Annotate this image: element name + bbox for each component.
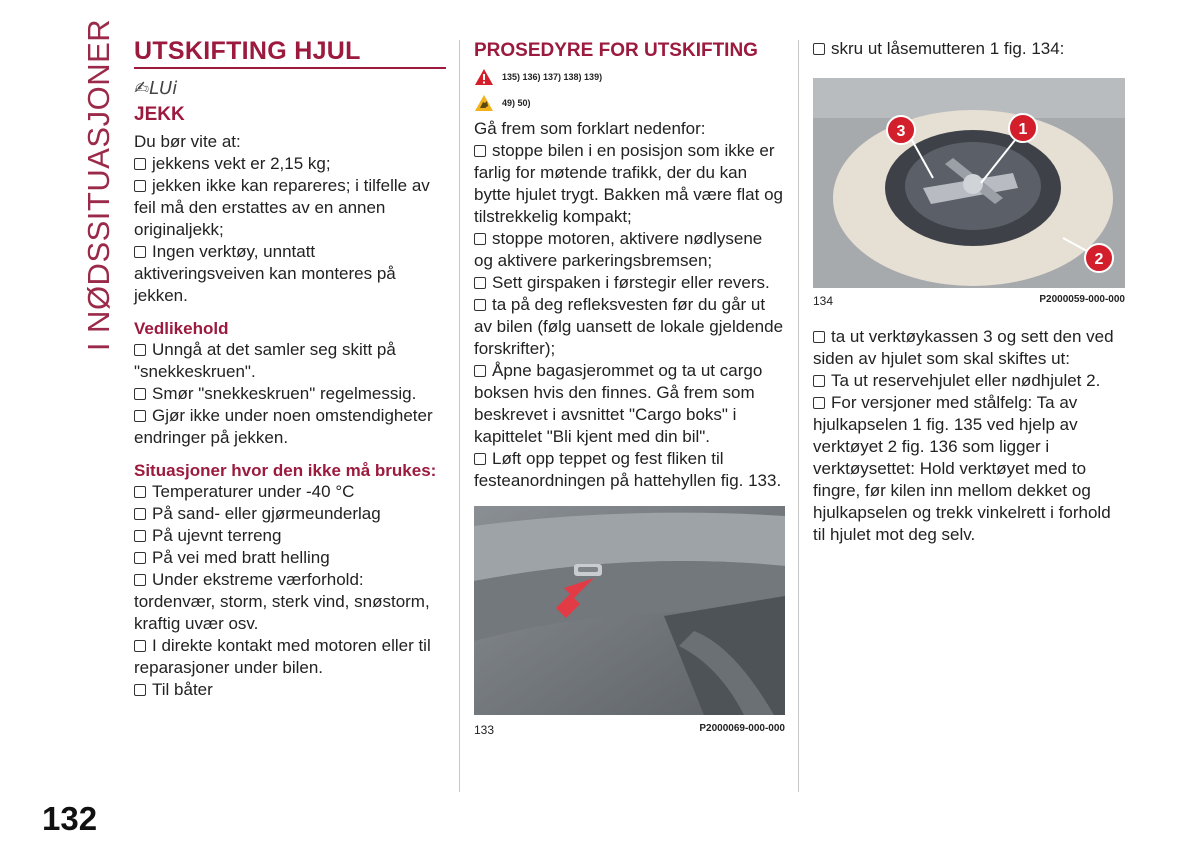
list-item: På sand- eller gjørmeunderlag — [134, 503, 446, 525]
list-item: På ujevnt terreng — [134, 525, 446, 547]
warning-refs-row — [474, 68, 785, 86]
list-item: På vei med bratt helling — [134, 547, 446, 569]
checkbox-bullet-icon — [474, 365, 486, 377]
page-title: UTSKIFTING HJUL — [134, 37, 361, 65]
list-item: Smør "snekkeskruen" regelmessig. — [134, 383, 446, 405]
title-rule — [134, 67, 446, 69]
list-item: Ingen verktøy, unntatt aktiveringsveiven kan monteres på jekken. — [134, 242, 396, 305]
checkbox-bullet-icon — [474, 453, 486, 465]
maintenance-heading: Vedlikehold — [134, 319, 229, 338]
checkbox-bullet-icon — [134, 640, 146, 652]
list-item: Unngå at det samler seg skitt på "snekkeskruen". — [134, 340, 396, 381]
checkbox-bullet-icon — [813, 331, 825, 343]
column-3 — [813, 38, 1125, 546]
figure-number: 133 — [474, 723, 495, 737]
checkbox-bullet-icon — [134, 158, 146, 170]
list-item: jekkens vekt er 2,15 kg; — [134, 153, 446, 175]
checkbox-bullet-icon — [474, 277, 486, 289]
checkbox-bullet-icon — [134, 574, 146, 586]
checkbox-bullet-icon — [134, 246, 146, 258]
checkbox-bullet-icon — [134, 530, 146, 542]
procedure-heading: PROSEDYRE FOR UTSKIFTING — [474, 40, 758, 61]
column-divider — [798, 40, 799, 792]
note-refs: 49) 50) — [502, 98, 531, 108]
caution-hand-icon — [474, 94, 494, 112]
checkbox-bullet-icon — [134, 180, 146, 192]
list-item: Løft opp teppet og fest fliken til festeanordningen på hattehyllen fig. 133. — [474, 449, 782, 490]
figure-133-caption — [474, 723, 785, 737]
checkbox-bullet-icon — [134, 684, 146, 696]
figure-number: 134 — [813, 294, 834, 308]
pointing-hand-icon: ✍LUi — [134, 77, 178, 99]
list-item: ta på deg refleksvesten før du går ut av bilen (følg uansett de lokale gjeldende forskrifter); — [474, 295, 784, 358]
list-item: Åpne bagasjerommet og ta ut cargo boksen hvis den finnes. Gå frem som beskrevet i avsnittet "Cargo boks" i kapittelet "Bli kjent med din bil". — [474, 361, 763, 446]
callout-label: 1 — [1018, 121, 1028, 138]
warning-refs: 135) 136) 137) 138) 139) — [502, 72, 603, 82]
list-item: Sett girspaken i førstegir eller revers. — [474, 272, 785, 294]
note-refs-row — [474, 94, 785, 112]
callout-label: 2 — [1094, 251, 1104, 268]
checkbox-bullet-icon — [474, 145, 486, 157]
jekk-heading: JEKK — [134, 104, 185, 125]
list-item: stoppe motoren, aktivere nødlysene og aktivere parkeringsbremsen; — [474, 229, 763, 270]
checkbox-bullet-icon — [134, 508, 146, 520]
checkbox-bullet-icon — [474, 299, 486, 311]
checkbox-bullet-icon — [813, 43, 825, 55]
side-label-text: I NØDSSITUASJONER — [81, 18, 116, 352]
checkbox-bullet-icon — [134, 410, 146, 422]
checkbox-bullet-icon — [813, 397, 825, 409]
callout-label: 3 — [896, 123, 906, 140]
column-1 — [134, 38, 446, 701]
checkbox-bullet-icon — [134, 344, 146, 356]
checkbox-bullet-icon — [134, 388, 146, 400]
intro-text: Gå frem som forklart nedenfor: — [474, 119, 706, 138]
figure-133-image — [474, 506, 785, 715]
checkbox-bullet-icon — [474, 233, 486, 245]
list-item: jekken ikke kan repareres; i tilfelle av feil må den erstattes av en annen originaljekk; — [134, 176, 430, 239]
intro-text: Du bør vite at: — [134, 132, 241, 151]
page-number: 132 — [42, 800, 98, 837]
figure-134-image — [813, 78, 1125, 288]
column-divider — [459, 40, 460, 792]
figure-134-caption — [813, 294, 1125, 308]
list-item: stoppe bilen i en posisjon som ikke er farlig for møtende trafikk, der du kan bytte hjulet trygt. Bakken må være flat og tilstrekkelig kompakt; — [474, 141, 783, 226]
list-item: Under ekstreme værforhold: tordenvær, storm, sterk vind, snøstorm, kraftig uvær osv. — [134, 570, 430, 633]
list-item: Til båter — [134, 679, 446, 701]
warning-triangle-icon — [474, 68, 494, 86]
column-2 — [474, 38, 785, 737]
jekk-symbol-row — [134, 77, 446, 99]
checkbox-bullet-icon — [813, 375, 825, 387]
figure-code: P2000069-000-000 — [699, 723, 785, 734]
list-item: skru ut låsemutteren 1 fig. 134: — [813, 38, 1125, 60]
list-item: I direkte kontakt med motoren eller til reparasjoner under bilen. — [134, 636, 431, 677]
figure-code: P2000059-000-000 — [1039, 294, 1125, 305]
list-item: Ta ut reservehjulet eller nødhjulet 2. — [813, 370, 1125, 392]
list-item: For versjoner med stålfelg: Ta av hjulkapselen 1 fig. 135 ved hjelp av verktøyet 2 fig. 136 som ligger i verktøysettet: Hold verktøyet med to fingre, før kilen inn mellom dekket og hjulkapselen og trekk vinkelrett i forhold til hjulet mot deg selv. — [813, 393, 1111, 544]
section-side-label — [80, 18, 118, 352]
list-item: Temperaturer under -40 °C — [134, 481, 446, 503]
checkbox-bullet-icon — [134, 486, 146, 498]
situations-heading: Situasjoner hvor den ikke må brukes: — [134, 461, 437, 480]
checkbox-bullet-icon — [134, 552, 146, 564]
list-item: Gjør ikke under noen omstendigheter endringer på jekken. — [134, 406, 433, 447]
list-item: ta ut verktøykassen 3 og sett den ved siden av hjulet som skal skiftes ut: — [813, 327, 1114, 368]
